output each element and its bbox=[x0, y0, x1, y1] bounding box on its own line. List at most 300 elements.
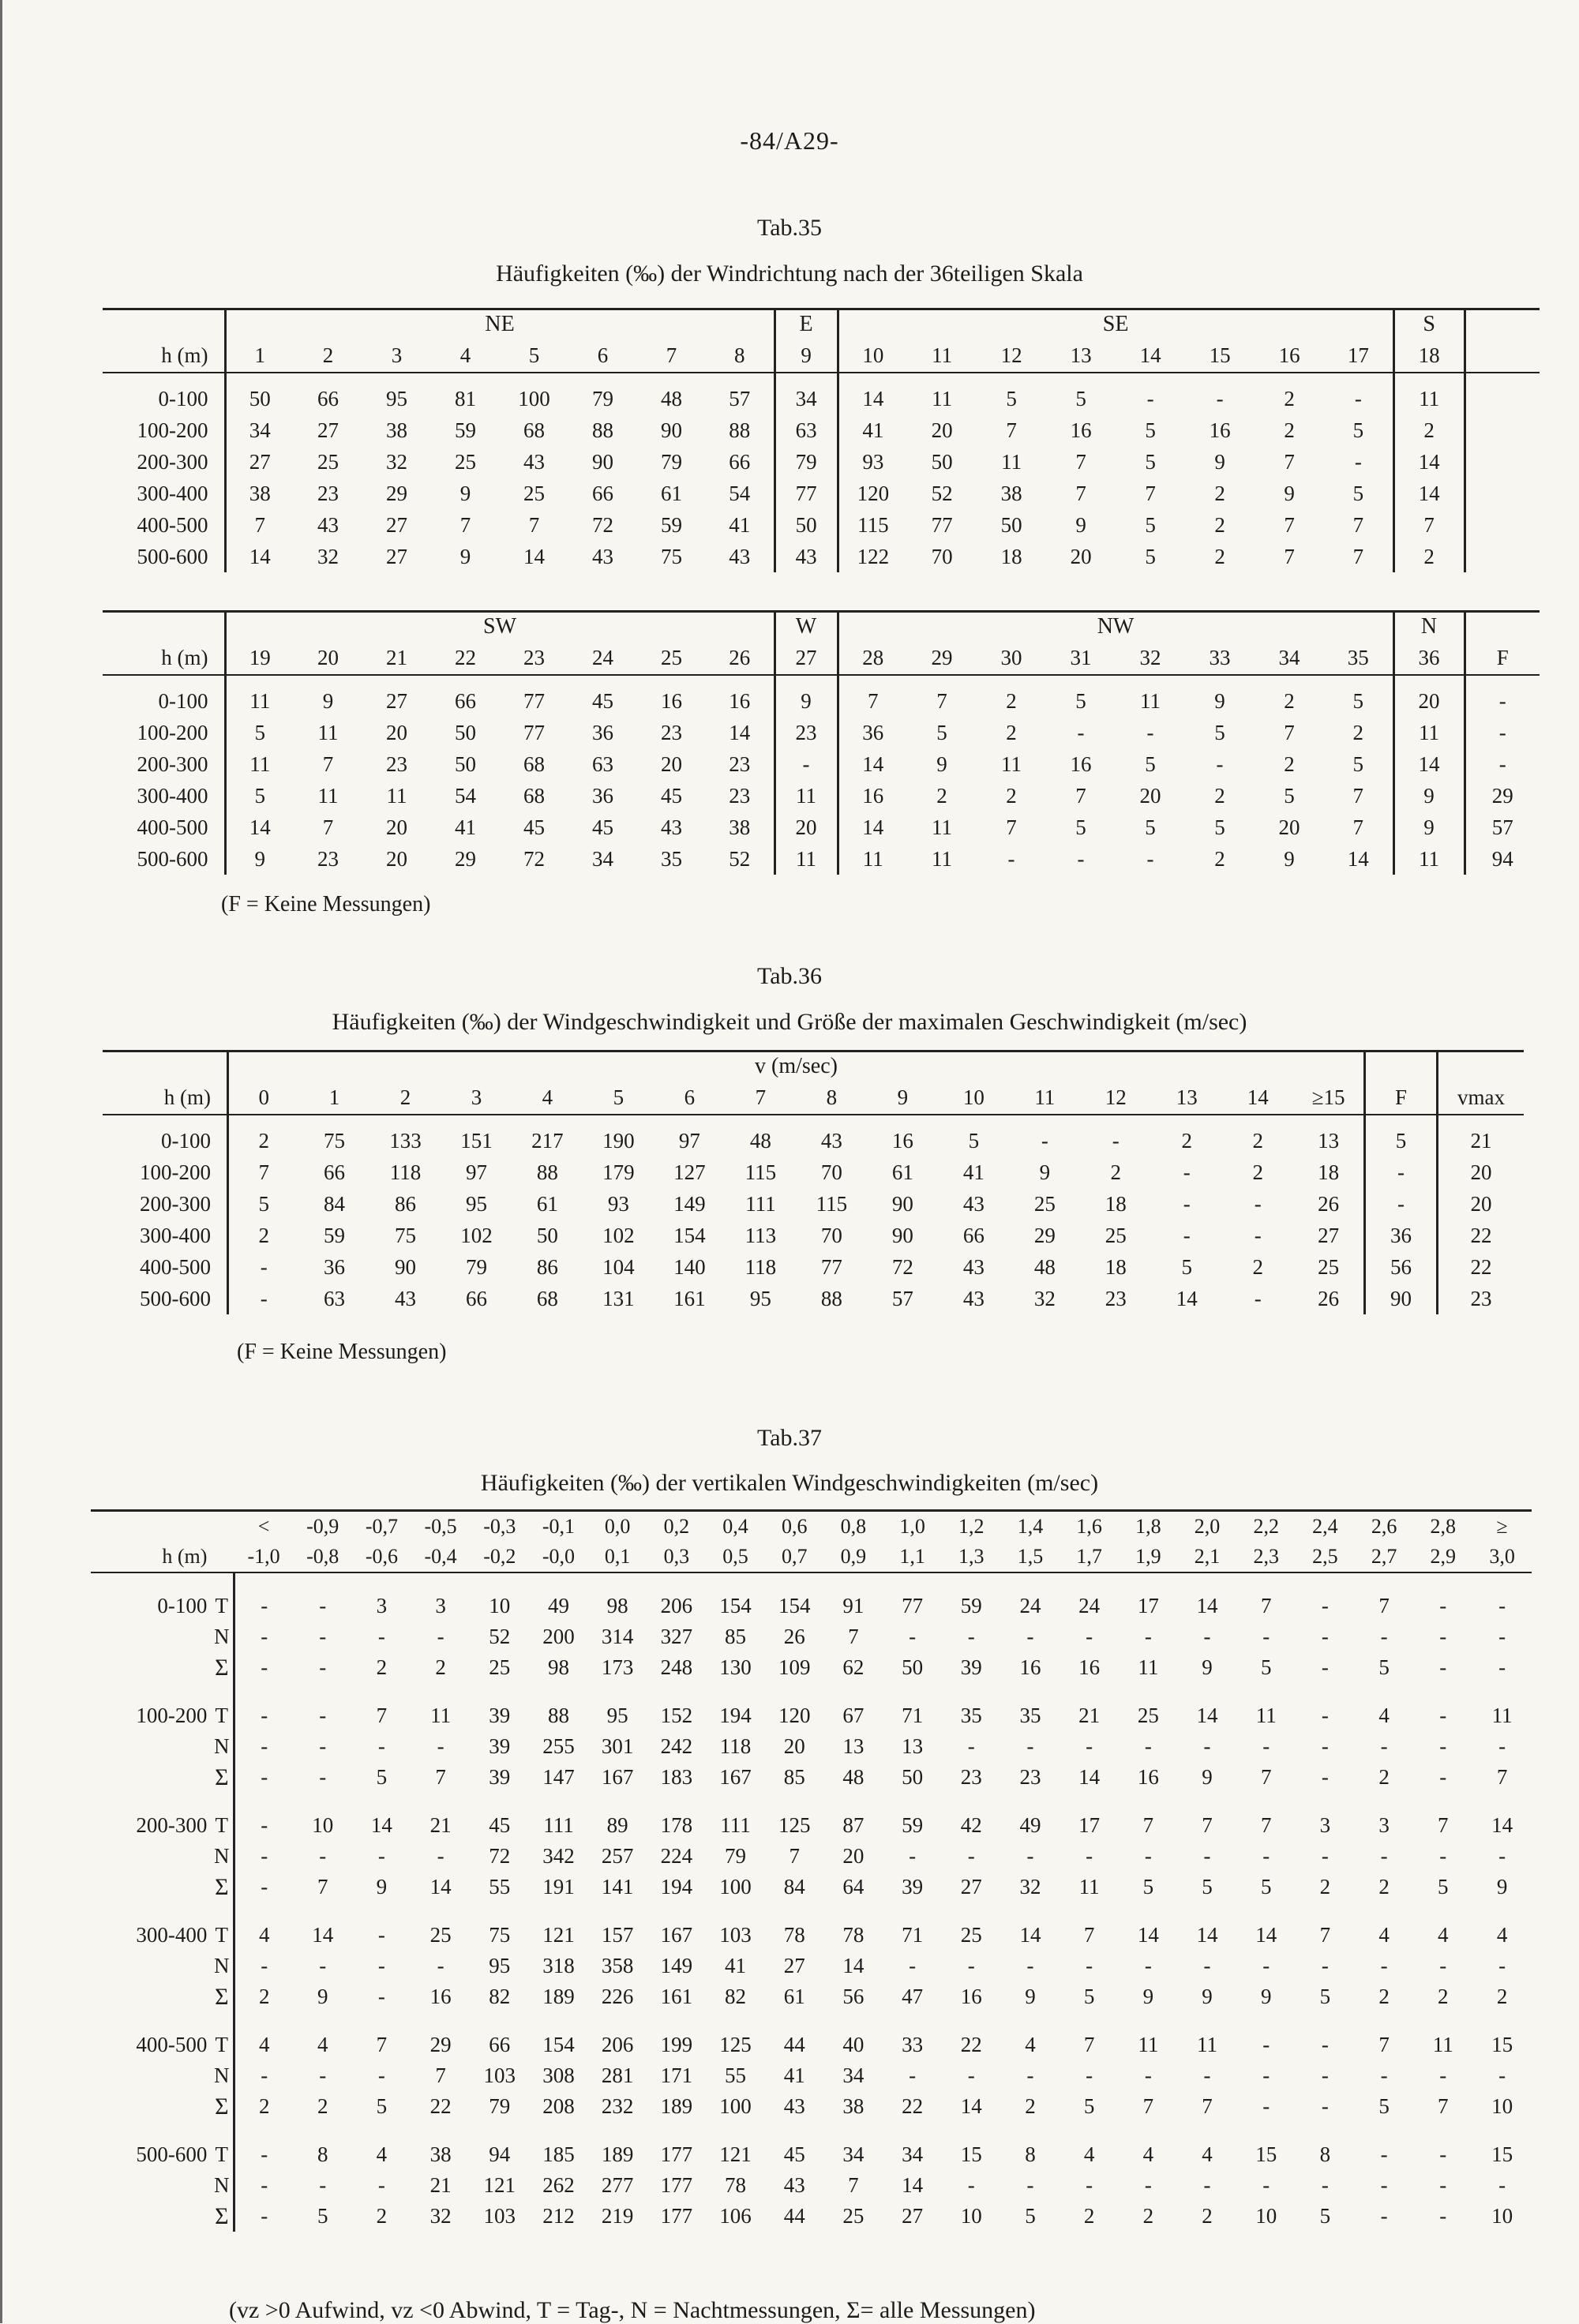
table-cell: - bbox=[1262, 1844, 1270, 1868]
table-row bbox=[103, 414, 1540, 446]
row-gap bbox=[1393, 373, 1465, 383]
column-header: 12 bbox=[977, 339, 1046, 373]
table-cell: - bbox=[377, 2063, 385, 2087]
table-cell: 7 bbox=[228, 1156, 299, 1188]
table-cell: 43 bbox=[523, 449, 545, 474]
row-gap bbox=[883, 1683, 942, 1700]
vmax-cell: 23 bbox=[1438, 1283, 1525, 1314]
table-cell: 68 bbox=[523, 783, 545, 808]
table-cell: - bbox=[1026, 1844, 1034, 1868]
table-cell: 151 bbox=[460, 1128, 493, 1153]
row-gap bbox=[352, 1902, 411, 1920]
row-gap bbox=[637, 373, 706, 383]
table-cell: 257 bbox=[601, 1844, 634, 1868]
table-cell: 34 bbox=[225, 414, 294, 446]
row-gap bbox=[765, 2122, 824, 2139]
table-cell: 95 bbox=[465, 1191, 487, 1216]
height-header: h (m) bbox=[103, 339, 225, 373]
table-cell: 262 bbox=[542, 2173, 575, 2197]
row-gap bbox=[1001, 1683, 1060, 1700]
column-header-upper: 1,2 bbox=[942, 1511, 1001, 1542]
column-header: 22 bbox=[431, 641, 500, 675]
table-cell: 154 bbox=[719, 1594, 752, 1617]
measurement-type: T bbox=[210, 2030, 234, 2060]
table-cell: 9 bbox=[1202, 1985, 1213, 2008]
table-cell: 7 bbox=[1260, 1594, 1272, 1617]
row-gap bbox=[529, 1902, 588, 1920]
column-header: 14 bbox=[1116, 339, 1185, 373]
table-cell: 20 bbox=[774, 812, 838, 843]
table-cell: 27 bbox=[386, 544, 407, 568]
table-cell: 102 bbox=[602, 1223, 635, 1247]
row-gap bbox=[1413, 2122, 1472, 2139]
table-cell: 90 bbox=[592, 449, 613, 474]
table-cell: 2 bbox=[1202, 2204, 1213, 2228]
table-cell: - bbox=[1254, 1286, 1262, 1310]
table-cell: 16 bbox=[1078, 1655, 1101, 1679]
table-cell: 5 bbox=[317, 2204, 328, 2228]
table-cell: 63 bbox=[323, 1286, 345, 1310]
table-cell: 25 bbox=[960, 1923, 982, 1947]
table-cell: 14 bbox=[842, 1954, 865, 1977]
row-gap bbox=[1293, 1115, 1364, 1125]
group-label-nw: NW bbox=[838, 612, 1393, 642]
table-cell: 79 bbox=[774, 446, 838, 478]
table-cell: - bbox=[1321, 2033, 1329, 2056]
table-cell: - bbox=[1077, 720, 1085, 744]
table-cell: 22 bbox=[429, 2094, 452, 2118]
height-label: 0-100 bbox=[158, 386, 208, 410]
table-cell: - bbox=[1439, 1954, 1447, 1977]
table-cell: - bbox=[261, 1875, 268, 1899]
row-gap bbox=[352, 1572, 411, 1591]
table-cell: 7 bbox=[1075, 481, 1086, 505]
table-row bbox=[103, 685, 1540, 717]
row-gap bbox=[294, 373, 362, 383]
table-cell: 11 bbox=[317, 783, 339, 808]
row-gap bbox=[470, 1572, 529, 1591]
row-gap bbox=[1119, 2122, 1178, 2139]
table-cell: 154 bbox=[778, 1594, 811, 1617]
tab35-table-part1 bbox=[103, 308, 1540, 572]
table-row bbox=[103, 812, 1540, 843]
table-cell: 167 bbox=[719, 1765, 752, 1789]
table-cell: - bbox=[1498, 1954, 1506, 1977]
table-cell: - bbox=[1183, 1160, 1191, 1184]
table-cell: 79 bbox=[592, 386, 613, 410]
table-cell: 38 bbox=[225, 478, 294, 509]
table-cell: - bbox=[1321, 2173, 1329, 2197]
table-cell: - bbox=[1321, 2094, 1329, 2118]
table-cell: - bbox=[1144, 1734, 1152, 1758]
table-cell: - bbox=[1146, 720, 1154, 744]
table-cell: 45 bbox=[523, 815, 545, 839]
table-row bbox=[103, 843, 1540, 875]
table-cell: 7 bbox=[848, 1625, 859, 1648]
table-cell: 50 bbox=[774, 509, 838, 541]
table-cell: - bbox=[1144, 1625, 1152, 1648]
tab35-note: (F = Keine Messungen) bbox=[221, 892, 431, 916]
tab36-note: (F = Keine Messungen) bbox=[237, 1340, 447, 1364]
table-cell: 18 bbox=[1000, 544, 1022, 568]
table-cell: 16 bbox=[1070, 752, 1092, 776]
table-cell: - bbox=[261, 1765, 268, 1789]
row-gap bbox=[824, 1683, 883, 1700]
table-cell: 50 bbox=[455, 720, 476, 744]
row-gap bbox=[1465, 675, 1540, 685]
row-gap bbox=[1060, 1902, 1119, 1920]
table-cell bbox=[1465, 383, 1540, 414]
table-cell: 27 bbox=[902, 2204, 924, 2228]
row-gap bbox=[1438, 1115, 1525, 1125]
table-cell: 50 bbox=[225, 383, 294, 414]
table-cell: 35 bbox=[1019, 1704, 1041, 1727]
table-cell: 4 bbox=[317, 2033, 328, 2056]
table-cell: - bbox=[1498, 1734, 1506, 1758]
table-row bbox=[91, 2201, 1532, 2232]
row-gap bbox=[1178, 1683, 1237, 1700]
column-header: 3 bbox=[441, 1081, 512, 1115]
table-cell: 100 bbox=[719, 2094, 752, 2118]
table-cell: - bbox=[1321, 1655, 1329, 1679]
table-cell: 38 bbox=[1000, 481, 1022, 505]
table-cell: - bbox=[1498, 720, 1506, 744]
table-cell: 25 bbox=[455, 449, 476, 474]
column-header-upper: 2,8 bbox=[1413, 1511, 1472, 1542]
table-cell: 7 bbox=[1393, 509, 1465, 541]
row-gap bbox=[654, 1115, 725, 1125]
table-cell: 318 bbox=[542, 1954, 575, 1977]
column-header: 1 bbox=[298, 1081, 369, 1115]
table-cell: - bbox=[1203, 1844, 1211, 1868]
table-cell: 59 bbox=[323, 1223, 345, 1247]
row-gap bbox=[470, 1793, 529, 1810]
row-gap bbox=[470, 1902, 529, 1920]
table-cell: 9 bbox=[1214, 688, 1225, 713]
row-gap bbox=[824, 2012, 883, 2030]
row-gap bbox=[298, 1115, 369, 1125]
table-cell: 4 bbox=[1202, 2142, 1213, 2166]
table-cell: - bbox=[261, 1594, 268, 1617]
table-cell: 50 bbox=[455, 752, 476, 776]
column-header-upper: < bbox=[234, 1511, 294, 1542]
table-cell: 11 bbox=[774, 780, 838, 812]
vmax-cell: 22 bbox=[1438, 1220, 1525, 1251]
row-gap bbox=[647, 1572, 707, 1591]
row-gap bbox=[1393, 675, 1465, 685]
table-cell: 27 bbox=[386, 688, 407, 713]
table-cell: - bbox=[967, 1954, 975, 1977]
row-gap bbox=[91, 1572, 210, 1591]
table-cell: - bbox=[319, 1594, 327, 1617]
table-cell: 183 bbox=[660, 1765, 693, 1789]
table-cell: 8 bbox=[1319, 2142, 1331, 2166]
table-cell: 15 bbox=[1491, 2142, 1513, 2166]
table-cell: 29 bbox=[1491, 783, 1513, 808]
table-cell: 2 bbox=[1214, 783, 1225, 808]
table-cell: - bbox=[377, 1844, 385, 1868]
row-gap bbox=[1116, 675, 1185, 685]
table-cell: 27 bbox=[1318, 1223, 1340, 1247]
table-cell: 5 bbox=[936, 720, 947, 744]
table-cell: 3 bbox=[1319, 1813, 1331, 1837]
table-cell: - bbox=[319, 1734, 327, 1758]
table-cell: 14 bbox=[838, 383, 907, 414]
table-cell: 115 bbox=[744, 1160, 777, 1184]
vmax-cell: 21 bbox=[1438, 1125, 1525, 1156]
table-cell: 48 bbox=[1033, 1254, 1056, 1279]
table-cell: - bbox=[1216, 386, 1224, 410]
table-cell: 23 bbox=[1019, 1765, 1041, 1789]
table-cell: 27 bbox=[960, 1875, 982, 1899]
row-gap bbox=[529, 2012, 588, 2030]
table-cell: 11 bbox=[225, 748, 294, 780]
table-cell: 95 bbox=[489, 1954, 511, 1977]
table-cell: 113 bbox=[744, 1223, 777, 1247]
table-cell: 14 bbox=[1393, 748, 1465, 780]
row-gap bbox=[362, 675, 431, 685]
row-gap bbox=[210, 2122, 234, 2139]
table-cell: 7 bbox=[1438, 2094, 1449, 2118]
row-gap bbox=[942, 2012, 1001, 2030]
row-gap bbox=[352, 1793, 411, 1810]
table-cell: - bbox=[1439, 2063, 1447, 2087]
table-cell: 7 bbox=[1352, 512, 1364, 537]
table-cell: 45 bbox=[783, 2142, 805, 2166]
table-cell: - bbox=[319, 2063, 327, 2087]
table-cell: - bbox=[319, 1954, 327, 1977]
table-cell: 191 bbox=[542, 1875, 575, 1899]
table-cell: 43 bbox=[661, 815, 682, 839]
table-cell: - bbox=[1262, 1954, 1270, 1977]
row-gap bbox=[294, 675, 362, 685]
table-cell: 7 bbox=[1006, 815, 1017, 839]
table-cell: 3 bbox=[1378, 1813, 1390, 1837]
column-header-lower: 1,3 bbox=[942, 1542, 1001, 1572]
table-cell: 78 bbox=[725, 2173, 747, 2197]
row-gap bbox=[1472, 1902, 1532, 1920]
row-gap bbox=[1119, 1572, 1178, 1591]
table-cell: 50 bbox=[1000, 512, 1022, 537]
row-gap bbox=[411, 1683, 471, 1700]
table-cell: 2 bbox=[1378, 1765, 1390, 1789]
table-cell: 2 bbox=[317, 2094, 328, 2118]
row-gap bbox=[91, 1902, 210, 1920]
table-row bbox=[103, 780, 1540, 812]
table-cell: 23 bbox=[960, 1765, 982, 1789]
column-header-lower: 1,9 bbox=[1119, 1542, 1178, 1572]
table-cell: 14 bbox=[838, 812, 907, 843]
table-cell: - bbox=[1439, 1734, 1447, 1758]
table-cell: 2 bbox=[1378, 1875, 1390, 1899]
table-cell: - bbox=[1183, 1191, 1191, 1216]
column-header-lower: 0,7 bbox=[765, 1542, 824, 1572]
table-cell: 85 bbox=[725, 1625, 747, 1648]
header-spacer bbox=[1364, 1051, 1437, 1081]
table-cell: 7 bbox=[1352, 544, 1364, 568]
table-cell: 7 bbox=[1496, 1765, 1508, 1789]
column-header-lower: 0,5 bbox=[706, 1542, 765, 1572]
table-cell: 14 bbox=[729, 720, 751, 744]
row-gap bbox=[512, 1115, 583, 1125]
table-cell: - bbox=[1203, 2063, 1211, 2087]
tab37-note: (vz >0 Aufwind, vz <0 Abwind, T = Tag-, N = Nachtmessungen, Σ= alle Messungen) bbox=[229, 2297, 1036, 2323]
table-cell: - bbox=[774, 748, 838, 780]
column-header-lower: -0,2 bbox=[470, 1542, 529, 1572]
table-cell: 102 bbox=[460, 1223, 493, 1247]
table-cell: 15 bbox=[1255, 2142, 1277, 2166]
measurement-type: N bbox=[210, 2060, 234, 2091]
table-cell: 41 bbox=[783, 2063, 805, 2087]
row-gap bbox=[411, 2012, 471, 2030]
table-cell: 77 bbox=[523, 720, 545, 744]
table-cell: 94 bbox=[489, 2142, 511, 2166]
table-cell: 9 bbox=[936, 752, 947, 776]
column-header-upper: 2,6 bbox=[1355, 1511, 1414, 1542]
height-label bbox=[91, 2201, 210, 2232]
table-row bbox=[103, 1188, 1524, 1220]
table-cell: 71 bbox=[902, 1923, 924, 1947]
row-gap bbox=[352, 1683, 411, 1700]
table-cell: 2 bbox=[1142, 2204, 1154, 2228]
header-spacer bbox=[1465, 612, 1540, 642]
table-cell: 189 bbox=[601, 2142, 634, 2166]
table-cell: 9 bbox=[459, 481, 471, 505]
row-gap bbox=[1060, 2122, 1119, 2139]
height-label: 100-200 bbox=[136, 1704, 208, 1727]
table-cell: - bbox=[1203, 1954, 1211, 1977]
table-cell: 20 bbox=[842, 1844, 865, 1868]
table-cell: - bbox=[261, 1844, 268, 1868]
table-cell: 17 bbox=[1078, 1813, 1101, 1837]
row-gap bbox=[1060, 2012, 1119, 2030]
table-cell: - bbox=[909, 2063, 917, 2087]
header-spacer bbox=[210, 1542, 234, 1572]
table-row bbox=[91, 1951, 1532, 1981]
table-cell: - bbox=[1112, 1128, 1120, 1153]
column-header: 1 bbox=[225, 339, 294, 373]
f-cell: - bbox=[1364, 1188, 1437, 1220]
table-cell: 5 bbox=[228, 1188, 299, 1220]
row-gap bbox=[431, 675, 500, 685]
table-row bbox=[91, 1841, 1532, 1872]
table-cell: 308 bbox=[542, 2063, 575, 2087]
table-cell: 16 bbox=[1209, 418, 1231, 442]
table-cell: 224 bbox=[660, 1844, 693, 1868]
table-cell: - bbox=[1026, 1625, 1034, 1648]
column-header: 0 bbox=[228, 1081, 299, 1115]
row-gap bbox=[91, 1793, 210, 1810]
table-cell: - bbox=[1380, 2063, 1388, 2087]
table-cell: 50 bbox=[931, 449, 953, 474]
table-cell: 4 bbox=[1083, 2142, 1095, 2166]
table-cell: - bbox=[1380, 2173, 1388, 2197]
table-cell: 7 bbox=[322, 752, 334, 776]
table-cell: 206 bbox=[601, 2033, 634, 2056]
table-cell: 2 bbox=[1252, 1254, 1264, 1279]
column-header-upper: 1,4 bbox=[1001, 1511, 1060, 1542]
table-cell: 177 bbox=[660, 2173, 693, 2197]
table-cell: 161 bbox=[673, 1286, 706, 1310]
height-label: 100-200 bbox=[137, 418, 208, 442]
height-label: 100-200 bbox=[140, 1160, 211, 1184]
table-cell: 5 bbox=[1202, 1875, 1213, 1899]
column-header-lower: 1,1 bbox=[883, 1542, 942, 1572]
table-cell: 255 bbox=[542, 1734, 575, 1758]
table-cell: 189 bbox=[660, 2094, 693, 2118]
column-header: 7 bbox=[725, 1081, 796, 1115]
table-cell: 34 bbox=[592, 846, 613, 871]
table-cell: 120 bbox=[838, 478, 907, 509]
table-cell: 20 bbox=[1278, 815, 1300, 839]
row-gap bbox=[529, 2122, 588, 2139]
row-gap bbox=[470, 1683, 529, 1700]
table-cell: - bbox=[319, 1625, 327, 1648]
table-cell: 358 bbox=[601, 1954, 634, 1977]
table-cell: 78 bbox=[783, 1923, 805, 1947]
table-cell: 50 bbox=[902, 1655, 924, 1679]
table-cell: - bbox=[1026, 2063, 1034, 2087]
table-cell: 59 bbox=[661, 512, 682, 537]
table-cell: 2 bbox=[1214, 481, 1225, 505]
table-row bbox=[91, 2091, 1532, 2122]
measurement-type: Σ bbox=[210, 1981, 234, 2012]
table-cell: 32 bbox=[1019, 1875, 1041, 1899]
table-cell: - bbox=[1086, 1734, 1093, 1758]
table-cell: 14 bbox=[1393, 478, 1465, 509]
row-gap bbox=[529, 1793, 588, 1810]
table-cell: 327 bbox=[660, 1625, 693, 1648]
table-cell: 2 bbox=[259, 1985, 270, 2008]
row-gap bbox=[1296, 1683, 1355, 1700]
table-cell: - bbox=[377, 1985, 385, 2008]
table-cell: 57 bbox=[729, 386, 751, 410]
table-cell: 45 bbox=[661, 783, 682, 808]
table-cell: 248 bbox=[660, 1655, 693, 1679]
height-label: 400-500 bbox=[136, 2033, 208, 2056]
row-gap bbox=[706, 2122, 765, 2139]
table-cell: 14 bbox=[225, 812, 294, 843]
scan-edge-line bbox=[0, 0, 2, 2323]
column-header-lower: 0,3 bbox=[647, 1542, 707, 1572]
table-cell: - bbox=[1498, 1844, 1506, 1868]
table-cell: 2 bbox=[1252, 1128, 1264, 1153]
table-cell: - bbox=[1262, 2173, 1270, 2197]
row-gap bbox=[293, 1572, 352, 1591]
table-cell: 185 bbox=[542, 2142, 575, 2166]
table-cell: 43 bbox=[394, 1286, 416, 1310]
column-header: 14 bbox=[1222, 1081, 1293, 1115]
table-cell: - bbox=[1498, 688, 1506, 713]
table-cell: 75 bbox=[661, 544, 682, 568]
table-cell: 16 bbox=[1019, 1655, 1041, 1679]
height-label: 100-200 bbox=[137, 720, 208, 744]
table-cell: 63 bbox=[592, 752, 613, 776]
table-cell: 61 bbox=[536, 1191, 558, 1216]
table-cell: 2 bbox=[1284, 752, 1295, 776]
row-gap bbox=[824, 1902, 883, 1920]
table-cell: 14 bbox=[1137, 1923, 1159, 1947]
table-cell: 11 bbox=[225, 685, 294, 717]
table-cell: - bbox=[1498, 1655, 1506, 1679]
table-row bbox=[91, 2170, 1532, 2201]
table-cell: 14 bbox=[312, 1923, 334, 1947]
table-cell: - bbox=[319, 1844, 327, 1868]
table-cell: 217 bbox=[531, 1128, 564, 1153]
column-header-upper: 1,8 bbox=[1119, 1511, 1178, 1542]
table-cell: 7 bbox=[1075, 449, 1086, 474]
table-cell: 21 bbox=[429, 2173, 452, 2197]
